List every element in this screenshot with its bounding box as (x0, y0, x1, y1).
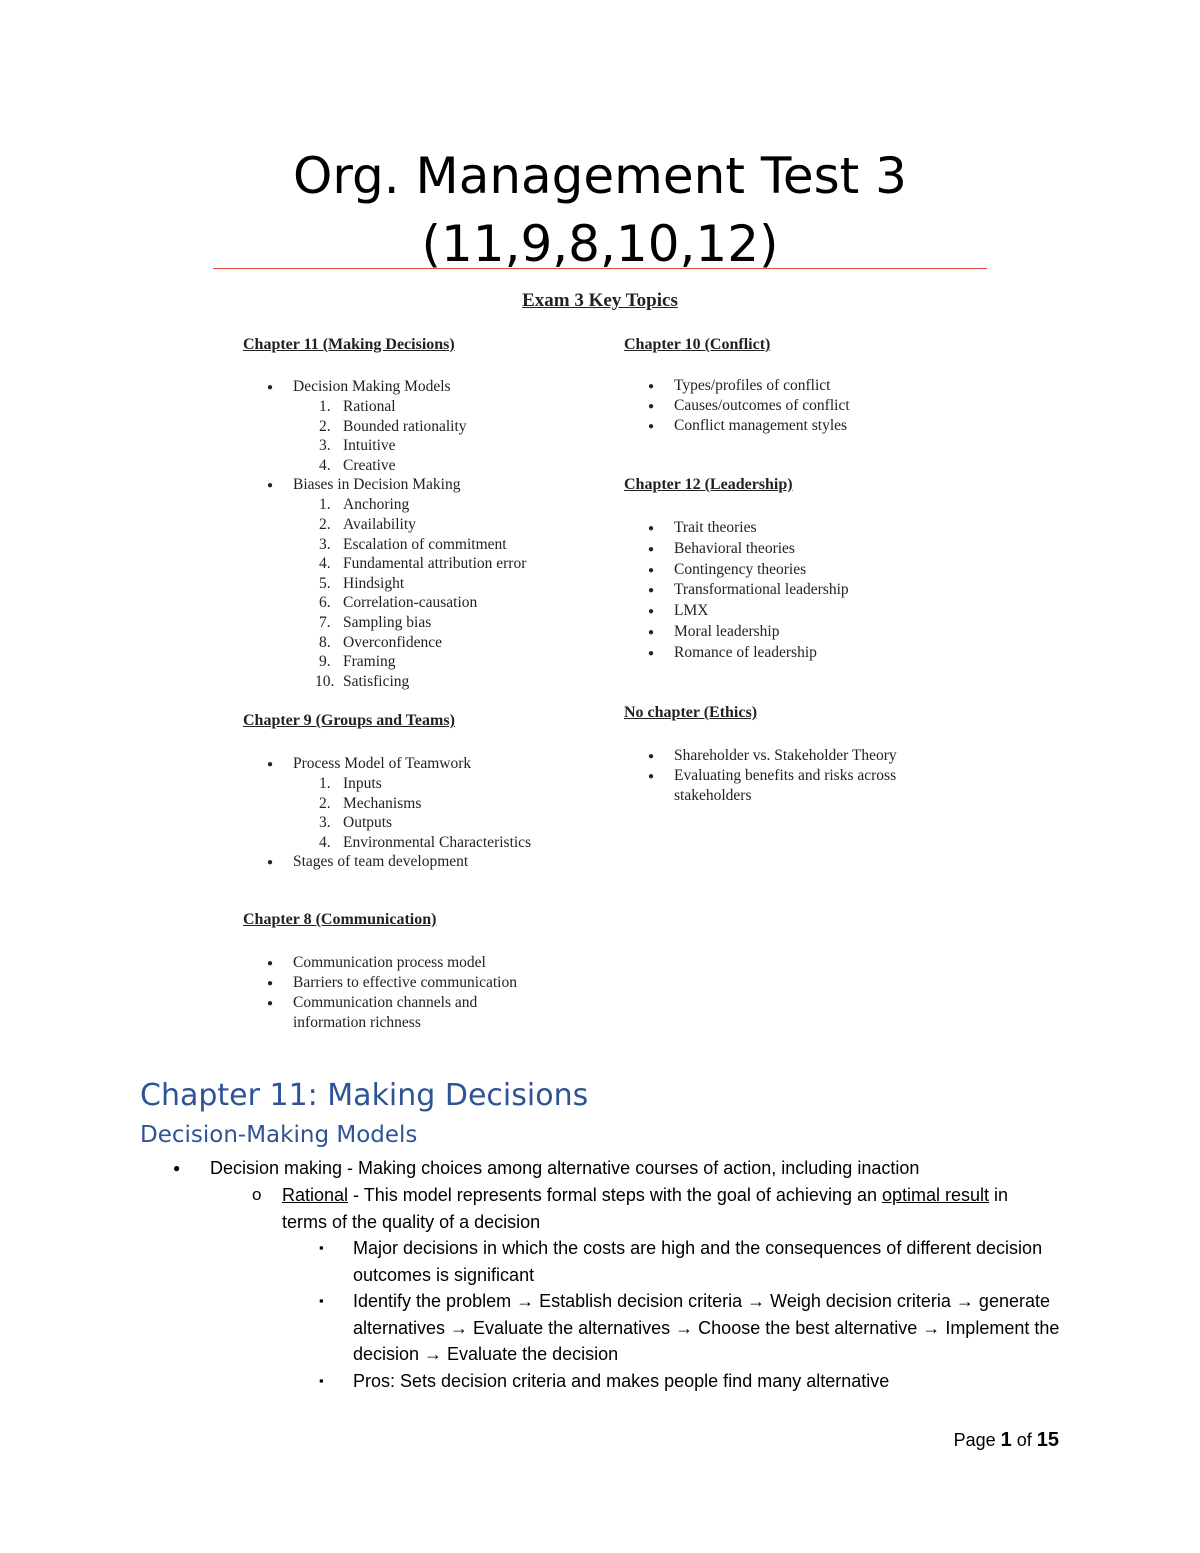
page-number (954, 1429, 1059, 1452)
list-item-text: Bounded rationality (343, 417, 467, 435)
note-decision-making: ● Decision making - Making choices among alternative courses of action, including inaction (210, 1155, 1110, 1182)
list-item-text: Inputs (343, 775, 382, 792)
list-item: 3. Escalation of commitment (319, 535, 507, 553)
note-major-decisions: ▪ Major decisions in which the costs are high and the consequences of different decision outcomes is significant (353, 1235, 1073, 1288)
note-rational (282, 1182, 1042, 1235)
list-item (243, 973, 543, 993)
list-item (243, 754, 603, 852)
list-item-text: Behavioral theories (674, 539, 795, 557)
list-item-text: Barriers to effective communication (293, 974, 517, 991)
models-list (293, 397, 603, 475)
list-item: 1. Inputs (319, 775, 382, 792)
list-item-text: Overconfidence (343, 633, 442, 651)
list-item-text: Transformational leadership (674, 581, 849, 599)
list-item (624, 518, 984, 539)
chapter9-list (243, 754, 603, 872)
list-item-text: Fundamental attribution error (343, 555, 527, 573)
list-item (624, 376, 984, 396)
list-item (624, 560, 984, 581)
process-list (293, 774, 603, 852)
list-item: 4. Environmental Characteristics (319, 833, 532, 851)
list-item: 7. Sampling bias (319, 613, 432, 631)
current-page: 1 (1000, 1429, 1012, 1451)
list-item (243, 993, 543, 1033)
chapter10-list (624, 376, 984, 436)
list-item-text: Types/profiles of conflict (674, 377, 831, 394)
list-item-text: Escalation of commitment (343, 535, 507, 553)
chapter8-list (243, 953, 543, 1033)
rational-term: Rational (282, 1185, 349, 1205)
document-title-line1: Org. Management Test 3 (293, 147, 907, 205)
list-item-text: LMX (674, 602, 709, 620)
list-item (624, 643, 984, 664)
list-item-text: Evaluating benefits and risks across stakeholders (674, 767, 897, 804)
list-item (624, 580, 984, 601)
list-item (624, 416, 984, 436)
list-item (243, 852, 603, 872)
list-item: 6. Correlation-causation (319, 594, 478, 612)
list-item-text: Biases in Decision Making (293, 476, 461, 494)
list-item-text: Contingency theories (674, 560, 807, 578)
list-item: 9. Framing (319, 653, 396, 671)
list-item-text: Stages of team development (293, 853, 469, 871)
chapter-heading: Chapter 11: Making Decisions (140, 1078, 589, 1113)
list-item (243, 377, 603, 475)
list-item: 1. Rational (319, 398, 396, 415)
page-prefix: Page (953, 1430, 1001, 1450)
list-item-text: Framing (343, 653, 396, 671)
list-item (624, 539, 984, 560)
list-item: 5. Hindsight (319, 574, 405, 592)
list-item (243, 475, 603, 691)
list-item: 4. Creative (319, 456, 396, 474)
list-item (624, 622, 984, 643)
chapter11-heading: Chapter 11 (Making Decisions) (243, 336, 455, 353)
chapter9-heading: Chapter 9 (Groups and Teams) (243, 712, 455, 729)
list-item (624, 746, 934, 766)
list-item-text: Outputs (343, 814, 393, 832)
list-item: 10. Satisficing (315, 672, 410, 690)
list-item-text: Trait theories (674, 519, 757, 536)
list-item-text: Anchoring (343, 496, 410, 514)
list-item (243, 953, 543, 973)
list-item: 3. Intuitive (319, 437, 396, 455)
list-item (624, 396, 984, 416)
chapter8-heading: Chapter 8 (Communication) (243, 911, 437, 928)
list-item-text: Availability (343, 515, 416, 533)
page-middle: of (1011, 1430, 1037, 1450)
chapter12-heading: Chapter 12 (Leadership) (624, 476, 793, 493)
list-item-text: Shareholder vs. Stakeholder Theory (674, 747, 897, 764)
list-item: 2. Availability (319, 515, 416, 533)
rational-optimal: optimal result (881, 1185, 990, 1205)
list-item (624, 766, 934, 806)
list-item: 2. Mechanisms (319, 794, 422, 812)
list-item-text: Mechanisms (343, 794, 422, 812)
list-item-text: Satisficing (343, 672, 410, 690)
list-item-text: Rational (343, 398, 396, 415)
list-item-text: Moral leadership (674, 622, 780, 640)
chapter10-heading: Chapter 10 (Conflict) (624, 336, 771, 353)
list-item: 4. Fundamental attribution error (319, 555, 527, 573)
ethics-list (624, 746, 934, 806)
list-item-text: Romance of leadership (674, 643, 817, 661)
list-item-text: Sampling bias (343, 613, 432, 631)
ethics-heading: No chapter (Ethics) (624, 704, 758, 721)
list-item: 2. Bounded rationality (319, 417, 467, 435)
list-item-text: Communication process model (293, 954, 486, 971)
total-pages: 15 (1036, 1429, 1059, 1451)
list-item-text: Decision Making Models (293, 378, 451, 395)
note-rational-steps: ▪ Identify the problem → Establish decision criteria → Weigh decision criteria → generate alternatives → Evaluate the alternatives → Choose the best alternative → Implement the decision → Evaluate the decision (353, 1288, 1073, 1368)
rational-text-a: - This model represents formal steps with the goal of achieving an (348, 1185, 882, 1205)
list-item-text: Process Model of Teamwork (293, 755, 472, 772)
list-item: 3. Outputs (319, 814, 393, 832)
list-item-text: Communication channels and information richness (293, 994, 478, 1031)
list-item-text: Creative (343, 456, 396, 474)
list-item: 1. Anchoring (319, 496, 410, 514)
list-item: 8. Overconfidence (319, 633, 442, 651)
list-item-text: Intuitive (343, 437, 396, 455)
note-pros: ▪ Pros: Sets decision criteria and makes people find many alternative (353, 1368, 1073, 1395)
chapter12-list (624, 518, 984, 664)
list-item (624, 601, 984, 622)
list-item-text: Hindsight (343, 574, 405, 592)
list-item-text: Conflict management styles (674, 417, 848, 434)
list-item-text: Causes/outcomes of conflict (674, 397, 850, 414)
document-title-line2: (11,9,8,10,12) (421, 215, 779, 273)
biases-list (293, 495, 603, 691)
title-divider (213, 268, 987, 269)
chapter11-list (243, 377, 603, 691)
key-topics-heading: Exam 3 Key Topics (522, 290, 678, 311)
rational-text-b: in terms of the quality of a decision (282, 1185, 1009, 1232)
list-item-text: Environmental Characteristics (343, 833, 532, 851)
section-heading: Decision-Making Models (140, 1122, 418, 1148)
list-item-text: Correlation-causation (343, 594, 478, 612)
